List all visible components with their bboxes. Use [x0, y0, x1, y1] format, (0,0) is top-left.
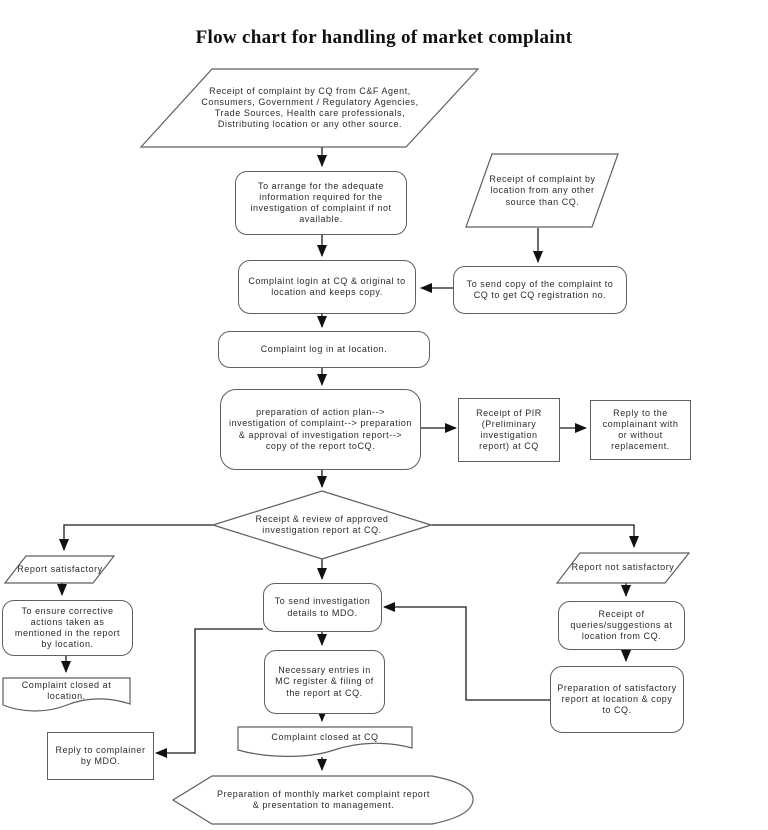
connector-review-decision-report-not-satisfactory: [430, 525, 634, 547]
node-label: Report not satisfactory: [571, 562, 675, 573]
node-complaint-closed-location: [2, 677, 131, 715]
node-complaint-closed-cq: [237, 726, 413, 760]
node-arrange-information: [235, 171, 407, 235]
connector-review-decision-report-satisfactory: [64, 525, 214, 550]
node-corrective-actions: [2, 600, 133, 656]
node-report-satisfactory: [4, 555, 116, 584]
node-label: Preparation of monthly market complaint report & presentation to management.: [217, 788, 430, 810]
page-title: Flow chart for handling of market complaint: [195, 27, 573, 48]
node-label: Necessary entries in MC register & filing of the report at CQ.: [275, 665, 374, 698]
node-label: Preparation of satisfactory report at location & copy to CQ.: [557, 682, 677, 716]
node-monthly-report: [172, 775, 475, 825]
node-label: Reply to complainer by MDO.: [55, 744, 146, 766]
node-send-details-mdo: [263, 583, 382, 632]
node-label: Receipt of PIR (Preliminary investigation report) at CQ: [476, 407, 542, 452]
node-label: Report satisfactory: [17, 563, 103, 574]
node-label: preparation of action plan--> investigation of complaint--> preparation & approval of investigation report--> copy of the report toCQ.: [229, 407, 412, 451]
node-label: To ensure corrective actions taken as mentioned in the report by location.: [14, 605, 121, 650]
node-receipt-by-location: [465, 153, 620, 229]
node-receipt-by-cq: [140, 68, 480, 148]
node-label: To arrange for the adequate information required for the investigation of complaint if not available.: [250, 180, 392, 225]
node-report-not-satisfactory: [556, 552, 690, 584]
node-label: Reply to the complainant with or without replacement.: [602, 407, 679, 452]
node-reply-complainant: [590, 400, 691, 460]
node-label: Complaint login at CQ & original to location and keeps copy.: [248, 275, 406, 297]
node-review-decision: [212, 490, 432, 560]
node-complaint-log-location: [218, 331, 430, 368]
node-label: Complaint log in at location.: [260, 343, 388, 354]
node-receipt-pir: [458, 398, 560, 462]
node-label: To send investigation details to MDO.: [274, 596, 371, 618]
node-label: To send copy of the complaint to CQ to get CQ registration no.: [466, 278, 614, 300]
node-label: Receipt of queries/suggestions at location from CQ.: [570, 608, 673, 642]
node-send-copy-to-cq: [453, 266, 627, 314]
node-reply-by-mdo: [47, 732, 154, 780]
connector-prep-satisfactory-report-send-details-mdo: [384, 607, 550, 700]
node-label: Receipt & review of approved investigation report at CQ.: [255, 513, 389, 535]
node-label: Complaint closed at CQ: [271, 732, 379, 743]
node-prep-satisfactory-report: [550, 666, 684, 733]
node-label: Complaint closed at location.: [21, 679, 112, 701]
node-mc-register-entries: [264, 650, 385, 714]
node-action-plan: [220, 389, 421, 470]
node-label: Receipt of complaint by CQ from C&F Agent, Consumers, Government / Regulatory Agencies, Trade Sources, Health care professionals, Distributing location or any other source.: [201, 85, 419, 130]
node-receipt-queries: [558, 601, 685, 650]
node-complaint-login-cq: [238, 260, 416, 314]
node-label: Receipt of complaint by location from any other source than CQ.: [489, 174, 596, 207]
